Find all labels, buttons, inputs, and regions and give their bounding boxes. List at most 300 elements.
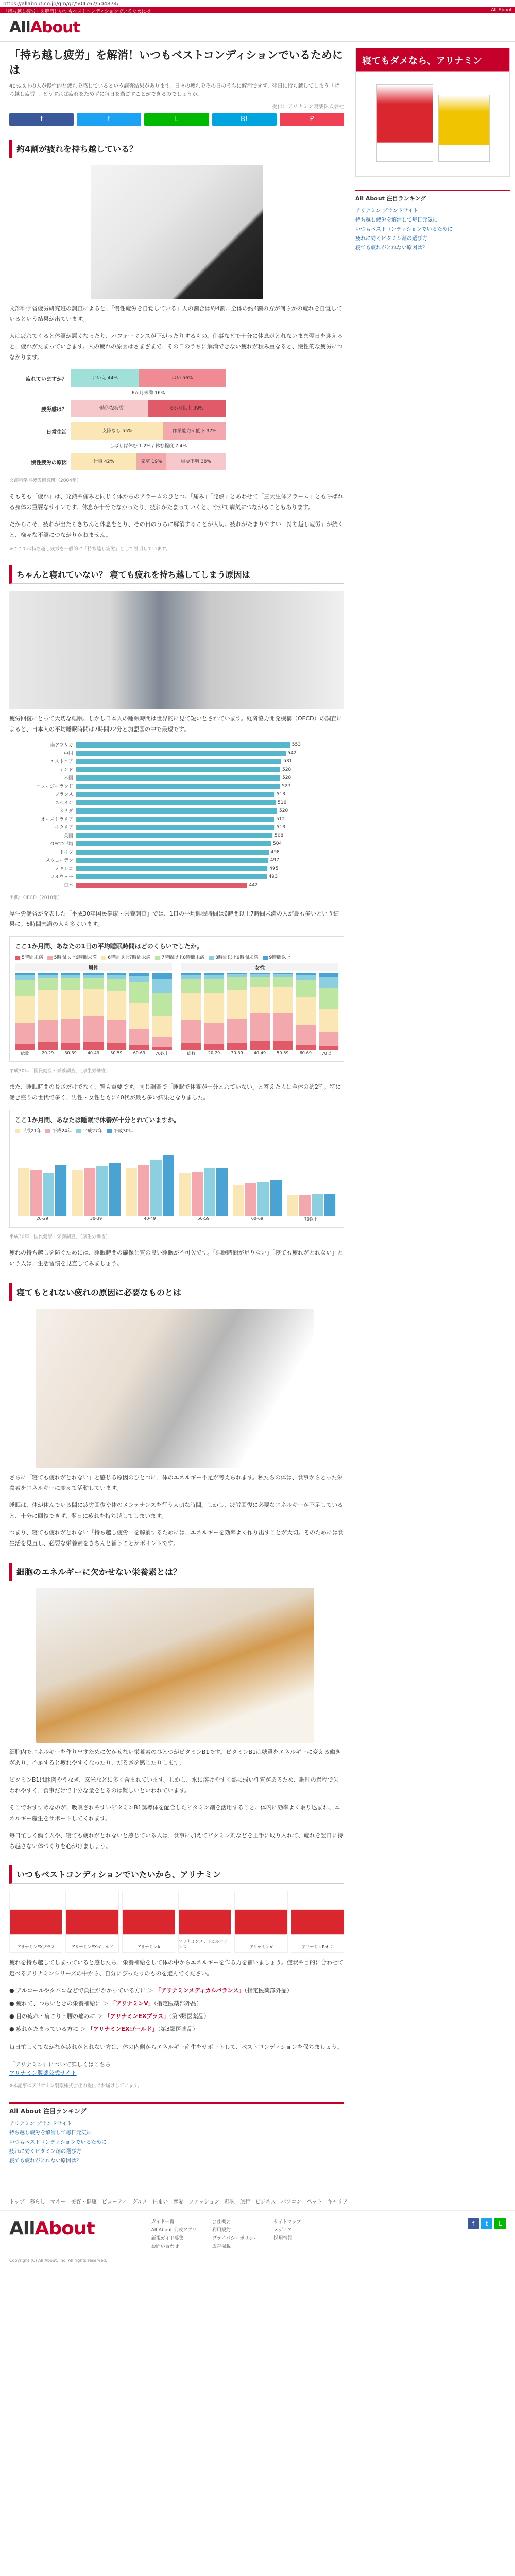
stack-segment — [107, 975, 126, 978]
country-name: インド — [59, 768, 73, 773]
stack-segment — [250, 987, 269, 1013]
x-tick-label: 70以上 — [304, 1217, 318, 1222]
survey-segment: 仕事 42% — [71, 453, 136, 470]
survey-row-label: 疲労感は？ — [41, 406, 67, 413]
country-value: 513 — [276, 824, 285, 830]
stack-segment — [204, 1023, 224, 1044]
survey-segment: 支障なし 55% — [71, 422, 163, 440]
stack-segment — [61, 1043, 80, 1050]
product-box[interactable]: アリナミンEXゴールド — [65, 1891, 118, 1953]
legend-item: 7時間以上8時間未満 — [155, 954, 204, 960]
twitter-icon[interactable]: t — [481, 2218, 492, 2229]
bar — [245, 1183, 256, 1216]
bar — [126, 1168, 137, 1216]
bar — [324, 1194, 335, 1216]
bar — [96, 1166, 108, 1216]
paragraph: 疲れを持ち越してしまっていると感じたら、栄養補給をして体の中からエネルギーを作る力を補いましょう。症状や目的に合わせて選べるアリナミンシリーズの中から、自分にぴったりのものを選んでください。 — [9, 1959, 344, 1977]
footer-category-link[interactable]: 住まい — [152, 2199, 168, 2205]
country-value: 527 — [282, 783, 291, 789]
footer-link[interactable]: 新規ガイド募集 — [151, 2236, 184, 2241]
stack-segment — [296, 997, 315, 1025]
survey-note: しばしば休む 1.2% / 休む程度 7.4% — [109, 444, 187, 449]
footer-link[interactable]: 採用情報 — [273, 2236, 293, 2241]
recommend-item — [9, 2024, 344, 2035]
product-box[interactable]: アリナミンV — [234, 1891, 287, 1953]
country-value: 504 — [273, 841, 282, 846]
country-value: 498 — [270, 849, 280, 855]
section-heading-2: ちゃんと寝れていない？ 寝ても疲れを持ち越してしまう原因は — [9, 565, 344, 584]
ranking-link[interactable]: アリナミン ブランドサイト — [9, 2121, 72, 2127]
survey-note: 6か月未満 16% — [131, 391, 165, 396]
rest-quality-chart — [9, 1110, 344, 1228]
footer-category-link[interactable]: ペット — [306, 2199, 322, 2205]
country-bar — [76, 866, 267, 871]
country-row — [9, 741, 344, 749]
ad-title: 寝てもダメなら、アリナミン — [362, 56, 482, 66]
footer-social — [468, 2218, 506, 2229]
footer-logo[interactable] — [9, 2218, 95, 2239]
x-tick-label: 60-69 — [251, 1216, 264, 1222]
stacked-bar — [61, 973, 80, 1050]
panel-title: 男性 — [15, 963, 172, 971]
stack-panel — [181, 963, 338, 1056]
bar-group — [233, 1139, 281, 1216]
stack-segment — [152, 1016, 172, 1037]
footer-col — [151, 2218, 197, 2251]
caption: ※ここでは持ち越し疲労を一般的に「持ち越し疲労」として説明しています。 — [9, 546, 170, 552]
country-bar — [76, 784, 280, 789]
link-lead: 「アリナミン」について詳しくはこちら — [9, 2061, 111, 2068]
stack-area — [181, 973, 338, 1050]
legend-swatch — [209, 956, 214, 960]
stack-segment — [15, 1023, 35, 1044]
stack-segment — [129, 976, 149, 982]
sidebar-ranking-link[interactable]: 疲れに効くビタミン剤の選び方 — [355, 236, 427, 242]
bar-group — [18, 1139, 66, 1216]
bar — [30, 1170, 42, 1216]
country-row — [9, 873, 344, 880]
legend-item: 5時間未満 — [15, 954, 43, 960]
ranking-link[interactable]: 疲れに効くビタミン剤の選び方 — [9, 2148, 81, 2155]
footer-link[interactable]: メディア — [273, 2227, 292, 2233]
stacked-bar — [250, 973, 269, 1050]
stack-segment — [61, 1019, 80, 1043]
sleep-source: 出典：OECD（2018年） — [9, 895, 62, 901]
survey-bar — [71, 453, 226, 470]
pocket-share-button[interactable]: P — [280, 113, 344, 126]
bar — [43, 1173, 54, 1216]
topbar-title: 「持ち越し疲労」を解消！いつもベストコンディションでいるためには — [3, 9, 151, 14]
paragraph: つまり、寝ても疲れがとれない「持ち越し疲労」を解消するためには、エネルギーを効率よく作り出すことが大切。そのためには食生活を見直し、必要な栄養素をきちんと補うことがポイントです。 — [9, 1529, 344, 1547]
country-bar — [76, 759, 281, 764]
country-value: 497 — [270, 857, 279, 863]
survey-row-label: 疲れていますか？ — [26, 376, 67, 382]
stack-panel — [15, 963, 172, 1056]
x-tick-label: 総数 — [21, 1051, 29, 1056]
country-row — [9, 799, 344, 806]
bar — [258, 1182, 269, 1216]
country-row — [9, 857, 344, 864]
footer-col — [273, 2218, 301, 2251]
x-tick-label: 20-29 — [36, 1216, 48, 1222]
stacked-bar — [107, 973, 126, 1050]
fatigue-survey-chart — [9, 369, 344, 470]
chart2-source: 平成30年「国民健康・栄養調査」（厚生労働省） — [9, 1069, 110, 1074]
country-value: 531 — [283, 758, 293, 764]
sidebar-ad-banner[interactable] — [355, 48, 510, 177]
country-name: スペイン — [54, 801, 73, 806]
footer-category-link[interactable]: 趣味 — [224, 2199, 235, 2205]
country-row — [9, 832, 344, 839]
footer-category-link[interactable]: ビジネス — [255, 2199, 276, 2205]
legend-item: 5時間以上6時間未満 — [47, 954, 97, 960]
logo-all: All — [9, 2217, 35, 2239]
country-bar — [76, 808, 277, 814]
official-site-link[interactable]: アリナミン製薬公式サイト — [9, 2069, 77, 2076]
line-icon[interactable]: L — [494, 2218, 506, 2229]
paragraph: だからこそ、疲れが出たらきちんと休息をとり、その日のうちに解消することが大切。疲れがたまりやすい「持ち越し疲労」が続くと、様々な不調につながりかねません。 — [9, 521, 344, 538]
survey-bar — [71, 422, 226, 440]
article-title: 「持ち越し疲労」を解消！いつもベストコンディションでいるためには — [9, 49, 344, 77]
footer-bottom — [0, 2211, 515, 2259]
chart-title: ここ1か月間、あなたの1日の平均睡眠時間はどのくらいでしたか。 — [15, 943, 203, 951]
stack-segment — [152, 993, 172, 1016]
stack-segment — [181, 993, 201, 1021]
grouped-bars — [15, 1139, 338, 1216]
stack-segment — [129, 1045, 149, 1050]
x-tick-label: 総数 — [187, 1051, 196, 1056]
sidebar-ranking-link[interactable]: 持ち越し疲労を解消して毎日元気に — [355, 217, 438, 223]
survey-row — [9, 453, 344, 470]
sidebar-ranking-link[interactable]: アリナミン ブランドサイト — [355, 208, 418, 214]
paragraph: さらに「寝ても疲れがとれない」と感じる原因のひとつに、体のエネルギー不足が考えられます。私たちの体は、食事からとった栄養素をエネルギーに変えて活動しています。 — [9, 1473, 343, 1492]
country-bar — [76, 850, 269, 855]
recommend-item — [9, 2011, 344, 2022]
x-tick-label: 20-29 — [208, 1050, 220, 1056]
bar — [216, 1168, 228, 1216]
country-bar — [76, 800, 276, 805]
stack-segment — [107, 1020, 126, 1043]
country-value: 513 — [276, 791, 285, 797]
line-share-button[interactable]: L — [144, 113, 209, 126]
recommend-item — [9, 1986, 344, 1996]
country-bar — [76, 817, 274, 822]
country-name: エストニア — [50, 759, 73, 765]
footer-link[interactable]: プライバシーポリシー — [212, 2236, 259, 2241]
stack-segment — [152, 1037, 172, 1047]
x-tick-label: 50-59 — [197, 1216, 210, 1222]
recommend-product[interactable]: 「アリナミンメディカルバランス」 — [155, 1987, 245, 1994]
country-value: 528 — [282, 767, 291, 772]
article-main — [9, 42, 344, 2166]
share-buttons — [9, 113, 344, 126]
survey-row-label: 日常生活 — [46, 429, 67, 435]
ranking-title: All About 注目ランキング — [9, 2107, 87, 2115]
footer-category-link[interactable]: ビューティ — [101, 2199, 127, 2205]
footer-link[interactable]: サイトマップ — [273, 2219, 301, 2225]
footer-link[interactable]: 会社概要 — [212, 2219, 231, 2225]
stack-segment — [319, 1032, 338, 1046]
product-box[interactable]: アリナミンEXプラス — [9, 1891, 62, 1953]
stack-segment — [227, 977, 247, 990]
survey-segment: 重要不明 38% — [166, 453, 226, 470]
stack-segment — [38, 978, 57, 990]
country-name: 日本 — [63, 883, 73, 889]
bar — [84, 1168, 95, 1216]
stack-segment — [83, 989, 103, 1016]
footer-category-link[interactable]: キャリア — [327, 2199, 348, 2205]
country-bar — [76, 742, 290, 748]
country-name: オーストラリア — [41, 817, 73, 823]
country-name: 中国 — [63, 751, 73, 757]
legend-swatch — [101, 956, 106, 960]
country-value: 495 — [269, 866, 279, 871]
paragraph: 細胞内でエネルギーを作り出すために欠かせない栄養素のひとつがビタミンB1です。ビタミンB1は糖質をエネルギーに変える働きがあり、不足すると疲れやすくなったり、だるさを感じたりします。 — [9, 1749, 341, 1767]
stack-segment — [250, 977, 269, 987]
sidebar-ranking-list — [355, 207, 510, 253]
stack-segment — [319, 1046, 338, 1050]
stacked-bar — [227, 973, 247, 1050]
country-name: カナダ — [59, 809, 73, 815]
country-bar — [76, 874, 267, 879]
survey-segment: 6か月以上 39% — [148, 400, 226, 417]
bar — [55, 1165, 66, 1216]
section-heading-5: いつもベストコンディションでいたいから、アリナミン — [9, 1865, 344, 1884]
footer-category-link[interactable]: 旅行 — [239, 2199, 250, 2205]
official-link-box — [9, 2060, 344, 2077]
stacked-bar — [129, 973, 149, 1050]
facebook-share-button[interactable]: f — [9, 113, 74, 126]
footer-category-link[interactable]: パソコン — [281, 2199, 302, 2205]
sleep-hours-chart — [9, 936, 344, 1062]
country-name: ニュージーランド — [36, 784, 73, 790]
stack-segment — [15, 996, 35, 1023]
country-row — [9, 758, 344, 765]
stack-segment — [204, 975, 224, 979]
footer-category-link[interactable]: 恋愛 — [173, 2199, 184, 2205]
x-tick-label: 30-39 — [231, 1050, 243, 1056]
meal-photo — [36, 1588, 314, 1743]
legend-item: 平成27年 — [76, 1127, 102, 1134]
product-box-image — [438, 95, 490, 162]
footer-link[interactable]: お問い合わせ — [151, 2244, 179, 2250]
country-name: OECD平均 — [50, 842, 73, 848]
stack-segment — [319, 977, 338, 988]
stack-segment — [152, 979, 172, 993]
paragraph: また、睡眠時間の長さだけでなく、質も重要です。同じ調査で「睡眠で休養が十分とれていない」と答えた人は全体の約2割。特に働き盛りの世代で多く、男性・女性ともに40代が最も多い結果となりました。 — [9, 1083, 341, 1101]
bar-group — [179, 1139, 228, 1216]
recommend-item — [9, 1998, 344, 2009]
bar — [312, 1194, 323, 1216]
country-bar — [76, 825, 274, 830]
paragraph: 毎日忙しくてなかなか疲れがとれない方は、体の内側からエネルギー産生をサポートして、ベストコンディションを保ちましょう。 — [9, 2043, 343, 2050]
country-value: 516 — [278, 800, 287, 805]
survey-row — [9, 369, 344, 387]
sidebar-ranking-title: All About 注目ランキング — [355, 195, 426, 202]
stacked-bar — [38, 973, 57, 1050]
chart3-source: 平成30年「国民健康・栄養調査」（厚生労働省） — [9, 1234, 110, 1240]
country-row — [9, 807, 344, 815]
bar — [270, 1180, 282, 1216]
legend-item: 6時間以上7時間未満 — [101, 954, 150, 960]
bar-group — [126, 1139, 174, 1216]
country-bar — [76, 883, 247, 888]
stacked-bar — [273, 973, 293, 1050]
stack-segment — [152, 973, 172, 979]
country-row — [9, 750, 344, 757]
country-bar — [76, 775, 280, 781]
country-bar — [76, 833, 272, 838]
footer-category-link[interactable]: ファッション — [188, 2199, 219, 2205]
x-axis-labels — [15, 1050, 172, 1056]
bar — [72, 1170, 83, 1216]
bar-group — [72, 1139, 120, 1216]
ranking-link[interactable]: 寝ても疲れがとれない原因は？ — [9, 2158, 81, 2164]
bottom-ranking — [9, 2102, 344, 2166]
survey-segment: 一時的な疲労 — [71, 400, 148, 417]
stack-segment — [38, 1020, 57, 1043]
legend-swatch — [76, 1129, 81, 1133]
stack-segment — [250, 1041, 269, 1050]
stack-segment — [129, 982, 149, 1003]
stack-segment — [319, 988, 338, 1010]
stack-segment — [181, 975, 201, 978]
survey-row — [9, 400, 344, 417]
recommend-pre: ● 疲れがたまっている方に ＞ — [9, 2025, 88, 2032]
recommend-pre: ● 疲れて、つらいときの栄養補給に ＞ — [9, 2000, 110, 2007]
bar-group — [287, 1139, 335, 1216]
sleepy-worker-photo — [9, 591, 344, 709]
stack-segment — [273, 987, 293, 1013]
legend-item: 8時間以上9時間未満 — [209, 954, 258, 960]
ranking-link[interactable]: いつもベストコンディションでいるために — [9, 2139, 107, 2145]
paragraph: 疲労回復にとって大切な睡眠。しかし日本人の睡眠時間は世界的に見て短いとされています。経済協力開発機構（OECD）の調査によると、日本人の平均睡眠時間は7時間22分と加盟国の中で最短です。 — [9, 715, 342, 733]
stacked-bar — [204, 973, 224, 1050]
country-row — [9, 882, 344, 889]
country-row — [9, 865, 344, 872]
facebook-icon[interactable]: f — [468, 2218, 479, 2229]
sidebar-ranking-link[interactable]: いつもベストコンディションでいるために — [355, 227, 453, 232]
survey-segment: 家庭 19% — [136, 453, 166, 470]
stack-segment — [181, 979, 201, 993]
stack-segment — [181, 1043, 201, 1050]
sleep-time-by-country-chart — [9, 741, 344, 889]
country-value: 442 — [249, 882, 258, 888]
stack-segment — [319, 1009, 338, 1032]
footer-link[interactable]: 利用規約 — [212, 2227, 231, 2233]
stack-segment — [152, 1047, 172, 1050]
ranking-link[interactable]: 持ち越し疲労を解消して毎日元気に — [9, 2130, 92, 2136]
country-bar — [76, 858, 268, 863]
url-bar[interactable]: https://allabout.co.jp/gm/gc/504767/504874/ — [3, 1, 119, 7]
survey-bar — [71, 369, 226, 387]
bar — [163, 1155, 174, 1216]
bar — [287, 1195, 298, 1216]
stack-segment — [83, 1042, 103, 1050]
country-value: 520 — [279, 808, 288, 814]
survey-bar — [71, 400, 226, 417]
stack-segment — [83, 1016, 103, 1043]
footer-link[interactable]: ガイド一覧 — [151, 2219, 175, 2225]
chart-legend — [15, 1127, 338, 1134]
recommend-product[interactable]: 「アリナミンV」 — [110, 2000, 154, 2007]
footer-link[interactable]: All About 公式アプリ — [151, 2227, 197, 2233]
country-value: 512 — [276, 816, 285, 822]
country-row — [9, 774, 344, 782]
footer-category-link[interactable]: 美容・健康 — [71, 2199, 97, 2205]
panel-title: 女性 — [181, 963, 338, 971]
survey-segment: いいえ 44% — [71, 369, 139, 387]
twitter-share-button[interactable]: t — [77, 113, 141, 126]
country-name: メキシコ — [55, 867, 73, 872]
stack-segment — [15, 1044, 35, 1050]
recommend-product[interactable]: 「アリナミンEXゴールド」 — [88, 2025, 158, 2032]
hatena-share-button[interactable]: B! — [212, 113, 277, 126]
recommend-post: （指定医薬部外品） — [153, 2000, 202, 2007]
product-box[interactable]: アリナミンA — [122, 1891, 175, 1953]
bar — [233, 1185, 244, 1216]
footer-category-link[interactable]: 暮らし — [29, 2199, 45, 2205]
country-row — [9, 791, 344, 798]
ranking-list — [9, 2120, 344, 2166]
stack-segment — [61, 990, 80, 1019]
footer-category-link[interactable]: トップ — [9, 2199, 25, 2205]
sidebar-ranking — [355, 190, 510, 253]
country-row — [9, 816, 344, 823]
legend-item: 平成21年 — [15, 1127, 41, 1134]
country-value: 528 — [282, 775, 291, 781]
recommend-product[interactable]: 「アリナミンEXプラス」 — [105, 2012, 169, 2020]
country-bar — [76, 751, 286, 756]
stack-segment — [227, 990, 247, 1019]
country-name: 米国 — [63, 776, 73, 782]
allabout-logo[interactable] — [9, 19, 80, 37]
legend-swatch — [263, 956, 268, 960]
country-row — [9, 824, 344, 831]
country-bar — [76, 841, 271, 846]
legend-swatch — [155, 956, 160, 960]
product-box-image — [376, 84, 433, 162]
country-name: イタリア — [54, 825, 73, 831]
footer-link[interactable]: 広告掲載 — [212, 2244, 231, 2250]
product-box[interactable]: アリナミンメディカルバランス — [178, 1891, 231, 1953]
footer-category-link[interactable]: マネー — [50, 2199, 66, 2205]
sidebar-ranking-link[interactable]: 寝ても疲れがとれない原因は？ — [355, 245, 427, 251]
chart-title: ここ1か月間、あなたは睡眠で休養が十分とれていますか。 — [15, 1116, 180, 1124]
footer-category-link[interactable]: グルメ — [132, 2199, 148, 2205]
topbar — [0, 7, 515, 13]
bar — [299, 1195, 311, 1216]
x-tick-label: 50-59 — [110, 1050, 123, 1056]
product-box[interactable]: アリナミンRオフ — [291, 1891, 344, 1953]
x-tick-label: 60-69 — [133, 1050, 145, 1056]
section-heading-4: 細胞のエネルギーに欠かせない栄養素とは？ — [9, 1563, 344, 1581]
stack-segment — [296, 975, 315, 980]
country-name: 英国 — [63, 834, 73, 839]
x-tick-label: 40-49 — [144, 1216, 156, 1222]
section-heading-3: 寝てもとれない疲れの原因に必要なものとは — [9, 1283, 344, 1301]
recommend-post: （指定医薬部外品） — [244, 1987, 293, 1994]
x-tick-label: 70以上 — [155, 1051, 169, 1056]
country-value: 542 — [287, 750, 297, 756]
stack-segment — [83, 978, 103, 989]
article-lead: 40%以上の人が慢性的な疲れを感じているという調査結果があります。日々の疲れをその日のうちに解消できず、翌日に持ち越してしまう「持ち越し疲労」。どうすれば疲れをためずに毎日を過ごすことができるのでしょうか。 — [9, 83, 339, 97]
stack-segment — [204, 979, 224, 993]
recommend-pre: ● アルコールやタバコなどで負担がかかっている方に ＞ — [9, 1987, 156, 1994]
stack-segment — [61, 978, 80, 989]
stack-segment — [296, 1025, 315, 1045]
stack-segment — [38, 1042, 57, 1050]
